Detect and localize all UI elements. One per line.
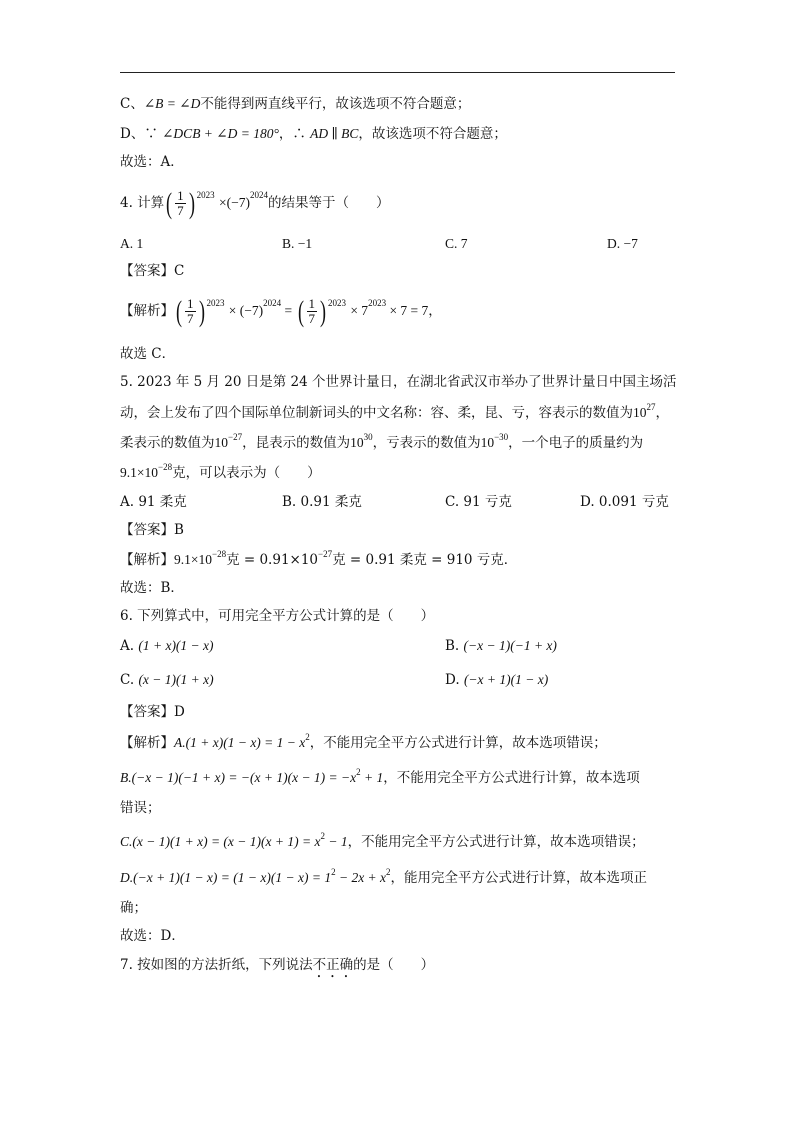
q7-emphasis: 不正确 bbox=[312, 957, 354, 973]
q4-option-c: C. 7 bbox=[445, 236, 468, 251]
q4-stem: 4. 计算( $\frac{1}{7}$ ) $^{2023} \times(-7)^{2024}$的结果等于（ ） bbox=[120, 186, 390, 220]
q7-stem: 7. 按如图的方法折纸，下列说法不正确的是（ ） bbox=[120, 957, 435, 973]
q6-answer: 【答案】D bbox=[120, 704, 185, 720]
q4-times: × bbox=[218, 195, 227, 210]
q4-pow2: 2024 bbox=[249, 190, 268, 200]
q5-option-c: C. 91 亏克 bbox=[445, 494, 512, 510]
q4-analysis-frac1: $\frac{1}{7}$ bbox=[187, 296, 194, 326]
q4-pow1: 2023 bbox=[196, 190, 215, 200]
q6-option-d: D. (−x + 1)(1 − x) bbox=[445, 672, 549, 688]
q4-option-a: A. 1 bbox=[120, 236, 144, 251]
q4-select: 故选 C． bbox=[120, 346, 176, 362]
select-a-line: 故选：A． bbox=[120, 154, 184, 170]
q4-base2: (−7) bbox=[226, 195, 250, 210]
q5-line4: $9.1\times 10^{-28}$克，可以表示为（ ） bbox=[120, 461, 321, 481]
q6-option-c: C. (x − 1)(1 + x) bbox=[120, 672, 214, 688]
q4-frac-num: 1 bbox=[177, 188, 184, 203]
option-d-explanation bbox=[120, 124, 507, 144]
q5-analysis: 【解析】$9.1\times 10^{-28}$克 = $0.91\times 10^{-27}$克 = 0.91 柔克 = 910 亏克． bbox=[120, 548, 518, 568]
q5-option-a: A. 91 柔克 bbox=[120, 494, 187, 510]
q5-line1: 5. 2023 年 5 月 20 日是第 24 个世界计量日，在湖北省武汉市举办了世界计量日中国主场活 bbox=[120, 374, 677, 390]
q5-line3: 柔表示的数值为$10^{-27}$，昆表示的数值为$10^{30}$，亏表示的数值为$10^{-30}$，一个电子的质量约为 bbox=[120, 431, 644, 451]
q6-stem: 6. 下列算式中，可用完全平方公式计算的是（ ） bbox=[120, 608, 435, 624]
q4-analysis: 【解析】( $\frac{1}{7}$ ) $^{2023} \times (-7)^{2024}$ = ( $\frac{1}{7}$ ) $^{2023} \times 7^{2023} \times 7 = 7$， bbox=[120, 294, 442, 328]
q4-analysis-tail: × 7 bbox=[350, 303, 369, 318]
d-mid: ，∴ bbox=[278, 126, 306, 142]
q6-analysis-b: $B.(-x - 1)(-1 + x) = -(x + 1)(x - 1) = -x^2 + 1$，不能用完全平方公式进行计算，故本选项 bbox=[120, 766, 640, 786]
q6-analysis-a: 【解析】$A.(1 + x)(1 - x) = 1 - x^2$，不能用完全平方公式进行计算，故本选项错误； bbox=[120, 731, 607, 751]
q4-frac-den: 7 bbox=[177, 203, 184, 218]
q4-tail: 的结果等于（ ） bbox=[267, 195, 390, 211]
q4-answer: 【答案】C bbox=[120, 263, 185, 279]
q6-analysis-c: $C.(x - 1)(1 + x) = (x - 1)(x + 1) = x^2 - 1$，不能用完全平方公式进行计算，故本选项错误； bbox=[120, 830, 645, 850]
q6-analysis-d: $D.(-x + 1)(1 - x) = (1 - x)(1 - x) = 1^2 - 2x + x^2$，能用完全平方公式进行计算，故本选项正 bbox=[120, 866, 648, 886]
c-math: ∠B = ∠D bbox=[143, 96, 201, 111]
q4-analysis-mid: × (−7) bbox=[228, 303, 264, 318]
q4-option-b: B. −1 bbox=[282, 236, 313, 251]
q5-option-d: D. 0.091 亏克 bbox=[580, 494, 669, 510]
c-text: 不能得到两直线平行，故该选项不符合题意； bbox=[200, 96, 471, 112]
q5-line2: 动，会上发布了四个国际单位制新词头的中文名称：容、柔，昆、亏，容表示的数值为$10^{27}$， bbox=[120, 401, 669, 421]
q5-option-b: B. 0.91 柔克 bbox=[282, 494, 362, 510]
q4-analysis-end: × 7 = 7 bbox=[386, 303, 429, 318]
q5-select: 故选：B． bbox=[120, 580, 184, 596]
q4-analysis-label: 【解析】 bbox=[120, 303, 174, 319]
d-math2: AD ∥ BC bbox=[310, 126, 359, 141]
d-text: ，故该选项不符合题意； bbox=[358, 126, 507, 142]
q6-option-a: A. (1 + x)(1 − x) bbox=[120, 638, 214, 654]
q6-option-b: B. (−x − 1)(−1 + x) bbox=[445, 638, 557, 654]
q4-label: 4. 计算 bbox=[120, 195, 165, 211]
d-prefix: D、∵ bbox=[120, 126, 158, 142]
c-prefix: C、 bbox=[120, 96, 144, 112]
q4-fraction bbox=[174, 189, 187, 218]
q6-analysis-b-cont: 错误； bbox=[120, 800, 161, 816]
header-rule bbox=[120, 72, 675, 73]
q6-analysis-d-cont: 确； bbox=[120, 900, 147, 916]
q6-select: 故选：D． bbox=[120, 928, 185, 944]
q5-answer: 【答案】B bbox=[120, 522, 184, 538]
q4-option-d: D. −7 bbox=[607, 236, 638, 251]
d-math: ∠DCB + ∠D = 180° bbox=[162, 126, 279, 141]
q4-analysis-frac2: $\frac{1}{7}$ bbox=[308, 296, 316, 326]
option-c-explanation bbox=[120, 94, 470, 114]
